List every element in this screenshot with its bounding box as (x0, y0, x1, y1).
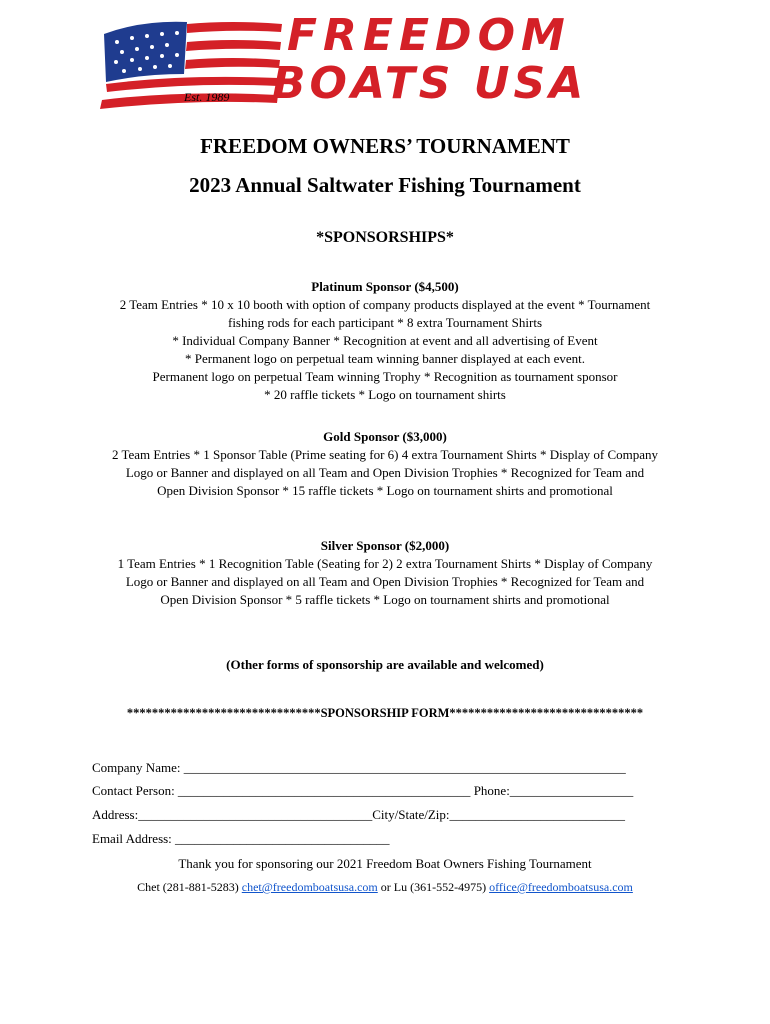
platinum-line: Permanent logo on perpetual Team winning Trophy * Recognition as tournament sponsor (152, 369, 618, 384)
freedom-boats-logo (92, 12, 682, 118)
platinum-line: fishing rods for each participant * 8 extra Tournament Shirts (227, 315, 543, 330)
email-address-field[interactable]: Email Address: _________________________________ (92, 831, 390, 846)
contact-lu: or Lu (361-552-4975) (377, 880, 490, 894)
gold-line: 2 Team Entries * 1 Sponsor Table (Prime seating for 6) 4 extra Tournament Shirts * Display of Company (111, 447, 659, 462)
silver-line: Open Division Sponsor * 5 raffle tickets * Logo on tournament shirts and promotional (160, 592, 610, 607)
platinum-line: * Individual Company Banner * Recognition at event and all advertising of Event (172, 333, 598, 348)
sponsorships-heading: *SPONSORSHIPS* (316, 229, 454, 246)
gold-title: Gold Sponsor ($3,000) (323, 429, 447, 444)
silver-title: Silver Sponsor ($2,000) (320, 538, 450, 553)
platinum-title: Platinum Sponsor ($4,500) (311, 279, 459, 294)
phone-field[interactable]: Phone:___________________ (470, 783, 634, 798)
gold-line: Logo or Banner and displayed on all Team and Open Division Trophies * Recognized for Team and (125, 465, 645, 480)
silver-line: Logo or Banner and displayed on all Team and Open Division Trophies * Recognized for Team and (125, 574, 645, 589)
silver-tier (0, 538, 770, 609)
platinum-tier (0, 279, 770, 404)
silver-line: 1 Team Entries * 1 Recognition Table (Seating for 2) 2 extra Tournament Shirts * Display of Company (117, 556, 653, 571)
platinum-line: * Permanent logo on perpetual team winning banner displayed at each event. (185, 351, 585, 366)
thank-you-note: Thank you for sponsoring our 2021 Freedom Boat Owners Fishing Tournament (178, 856, 592, 871)
gold-line: Open Division Sponsor * 15 raffle tickets * Logo on tournament shirts and promotional (157, 483, 613, 498)
logo-line-1: FREEDOM (287, 10, 571, 61)
platinum-line: 2 Team Entries * 10 x 10 booth with option of company products displayed at the event * Tournament (119, 297, 651, 312)
contact-person-row (92, 783, 633, 799)
contact-person-field[interactable]: Contact Person: _____________________________________________ (92, 783, 471, 798)
contact-line (0, 880, 770, 895)
other-sponsorship-note: (Other forms of sponsorship are available and welcomed) (226, 657, 544, 672)
logo-line-2: BOATS USA (272, 58, 588, 109)
gold-tier (0, 429, 770, 500)
logo-established: Est. 1989 (184, 90, 230, 104)
platinum-line: * 20 raffle tickets * Logo on tournament shirts (264, 387, 506, 402)
city-state-zip-field[interactable]: City/State/Zip:___________________________ (372, 807, 625, 822)
office-email-link[interactable]: office@freedomboatsusa.com (489, 880, 633, 894)
sponsorship-form-header: *******************************SPONSORSHIP FORM******************************* (126, 706, 644, 720)
address-row (92, 807, 625, 823)
page-subtitle: 2023 Annual Saltwater Fishing Tournament (189, 173, 581, 197)
chet-email-link[interactable]: chet@freedomboatsusa.com (241, 880, 378, 894)
company-name-field[interactable]: Company Name: ____________________________________________________________________ (92, 760, 626, 775)
page-title: FREEDOM OWNERS’ TOURNAMENT (200, 134, 570, 158)
contact-chet: Chet (281-881-5283) (137, 880, 242, 894)
address-field[interactable]: Address:____________________________________ (92, 807, 373, 822)
